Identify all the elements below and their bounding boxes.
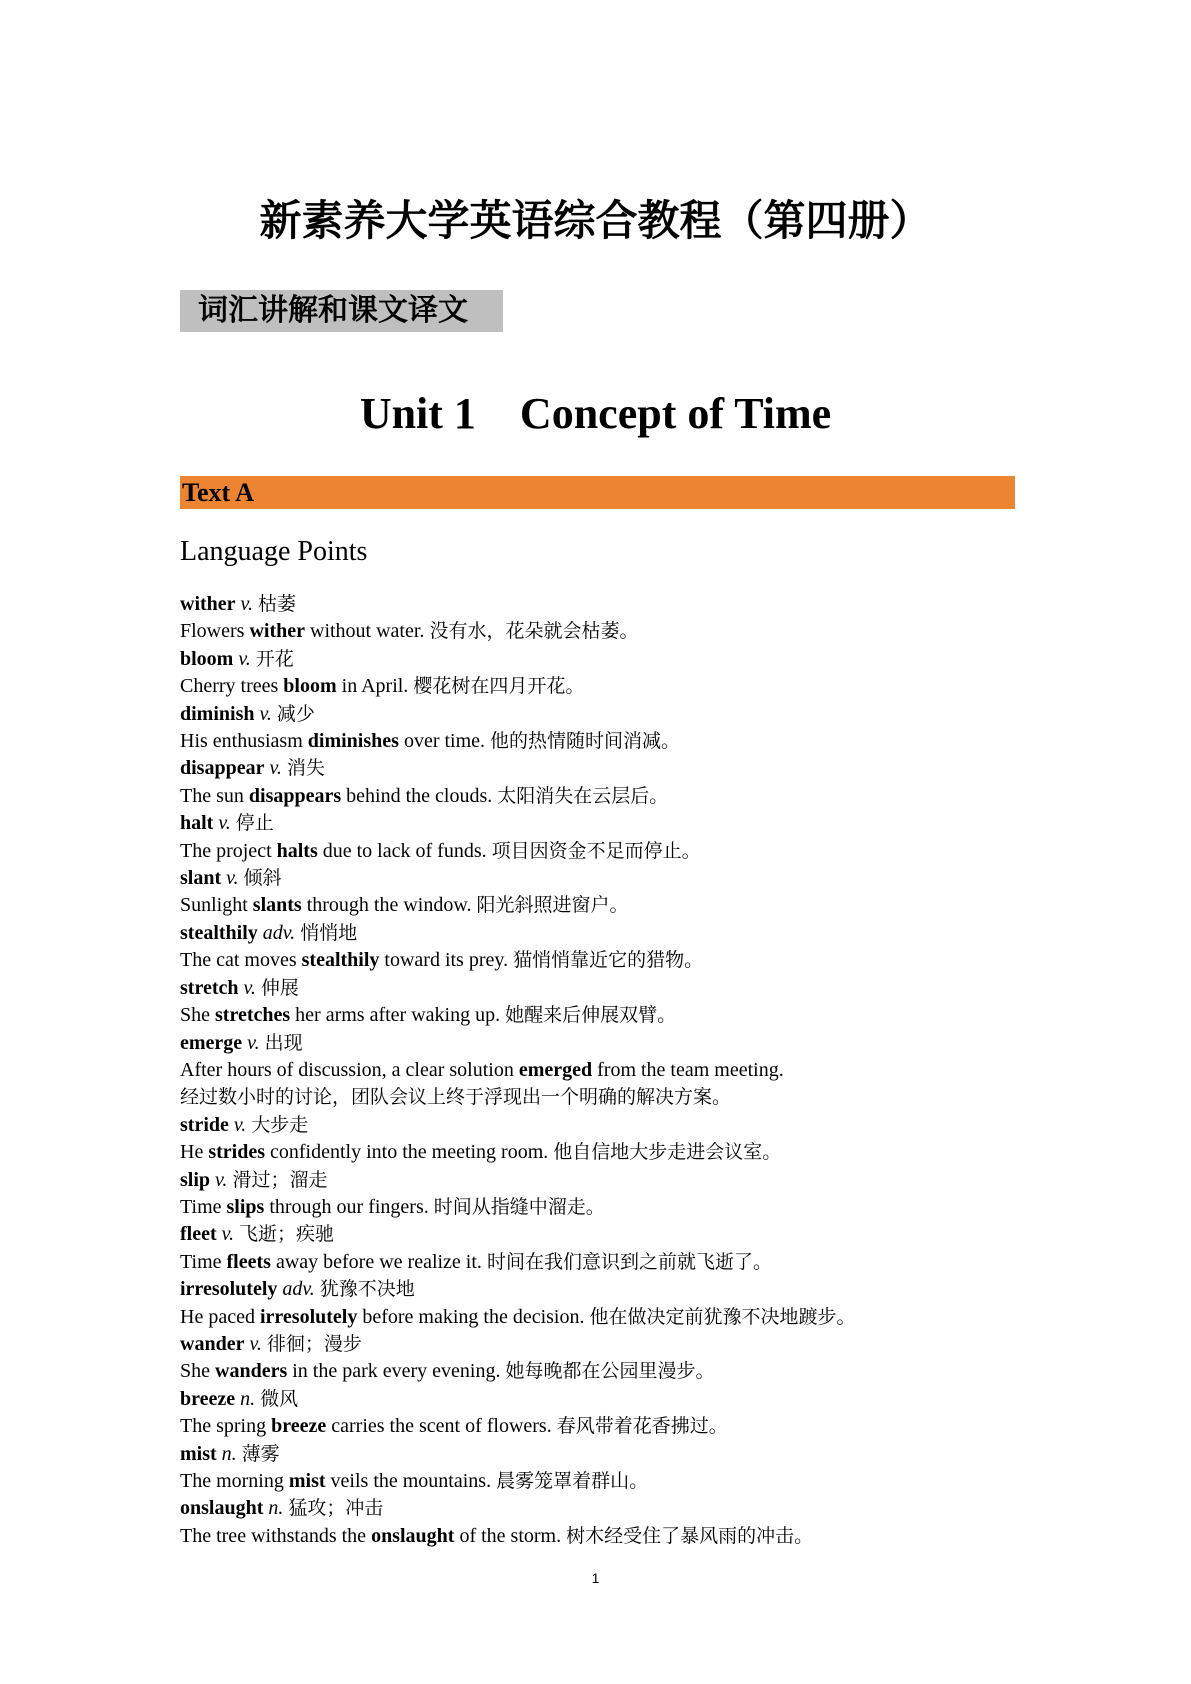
example-translation: 晨雾笼罩着群山。: [496, 1470, 649, 1492]
example-keyword: strides: [208, 1141, 265, 1164]
word-meaning: 徘徊；漫步: [266, 1332, 362, 1355]
example-text: The tree withstands the: [180, 1524, 372, 1547]
part-of-speech: v.: [215, 1168, 228, 1191]
example-sentence: [180, 1413, 1040, 1440]
example-text: her arms after waking up.: [290, 1004, 501, 1027]
example-keyword: wither: [249, 620, 305, 643]
example-sentence: [180, 1358, 1040, 1385]
vocab-word: halt: [180, 812, 214, 835]
section-label: 词汇讲解和课文译文: [180, 290, 503, 332]
word-meaning: 悄悄地: [300, 921, 358, 944]
example-text: The cat moves: [180, 949, 302, 972]
example-sentence: [180, 1523, 1040, 1550]
word-line: [180, 975, 1040, 1002]
word-line: [180, 1331, 1040, 1358]
word-line: [180, 1441, 1040, 1468]
part-of-speech: v.: [249, 1332, 262, 1355]
part-of-speech: adv.: [262, 921, 296, 944]
word-meaning: 枯萎: [257, 593, 296, 615]
example-text: She: [180, 1004, 215, 1027]
vocab-entry: [180, 1167, 1040, 1222]
vocab-word: irresolutely: [180, 1278, 278, 1301]
vocab-word: diminish: [180, 702, 255, 725]
word-meaning: 滑过；溜走: [232, 1168, 328, 1191]
vocab-word: emerge: [180, 1031, 243, 1054]
part-of-speech: n.: [268, 1497, 284, 1520]
example-text: without water.: [305, 620, 425, 643]
vocab-entry: [180, 1221, 1040, 1276]
vocab-entry: [180, 1441, 1040, 1496]
example-translation: 她每晚都在公园里漫步。: [505, 1360, 715, 1383]
example-text: in the park every evening.: [287, 1360, 501, 1383]
part-of-speech: v.: [259, 702, 272, 725]
vocab-word: onslaught: [180, 1497, 264, 1520]
example-text: He paced: [180, 1305, 260, 1328]
example-text: in April.: [336, 675, 409, 698]
example-keyword: irresolutely: [259, 1305, 358, 1328]
word-meaning: 消失: [286, 757, 325, 780]
vocab-entry: [180, 1386, 1040, 1441]
part-of-speech: v.: [269, 757, 282, 780]
example-text: through our fingers.: [264, 1195, 429, 1218]
word-line: [180, 920, 1040, 947]
vocab-word: slip: [180, 1168, 211, 1191]
example-translation: 时间在我们意识到之前就飞逝了。: [486, 1250, 772, 1273]
word-meaning: 开花: [255, 647, 294, 670]
example-keyword: emerged: [518, 1058, 593, 1081]
example-text: He: [180, 1141, 209, 1164]
example-translation: 猫悄悄靠近它的猎物。: [513, 949, 704, 972]
example-sentence: [180, 618, 1040, 645]
example-text: Flowers: [180, 620, 250, 643]
text-a-header: Text A: [180, 476, 1015, 509]
book-title: 新素养大学英语综合教程（第四册）: [259, 196, 932, 245]
example-translation: 阳光斜照进窗户。: [476, 894, 629, 917]
example-keyword: fleets: [226, 1250, 271, 1273]
example-text: from the team meeting.: [592, 1058, 784, 1081]
example-text: She: [180, 1360, 215, 1383]
example-text: toward its prey.: [379, 949, 509, 972]
word-meaning: 出现: [264, 1031, 303, 1054]
example-text: behind the clouds.: [341, 784, 493, 807]
vocab-entry: [180, 920, 1040, 975]
part-of-speech: adv.: [282, 1278, 315, 1301]
word-line: [180, 1386, 1040, 1413]
example-translation: 樱花树在四月开花。: [413, 675, 585, 698]
part-of-speech: v.: [233, 1113, 247, 1136]
word-meaning: 停止: [235, 812, 274, 835]
example-text: The sun: [180, 784, 249, 807]
word-line: [180, 1030, 1040, 1057]
example-keyword: mist: [288, 1470, 326, 1492]
vocab-entry: [180, 1112, 1040, 1167]
example-translation: 没有水，花朵就会枯萎。: [429, 620, 639, 643]
example-text: carries the scent of flowers.: [326, 1415, 552, 1438]
word-meaning: 飞逝；疾驰: [239, 1223, 335, 1246]
language-points-heading: Language Points: [180, 536, 368, 567]
word-line: [180, 1276, 1040, 1303]
vocab-list: [180, 591, 1040, 1550]
example-sentence: [180, 1194, 1040, 1221]
example-sentence: [180, 1057, 1040, 1084]
part-of-speech: v.: [247, 1031, 260, 1054]
vocab-entry: [180, 865, 1040, 920]
word-line: [180, 1167, 1040, 1194]
example-text: The spring: [180, 1415, 272, 1438]
part-of-speech: v.: [221, 1223, 235, 1246]
example-keyword: slants: [252, 894, 302, 917]
vocab-entry: [180, 646, 1040, 701]
vocab-word: fleet: [180, 1223, 217, 1246]
example-translation: 项目因资金不足而停止。: [491, 839, 701, 862]
vocab-word: stretch: [180, 976, 239, 999]
vocab-word: mist: [180, 1442, 217, 1465]
word-line: [180, 1112, 1040, 1139]
vocab-word: stealthily: [180, 921, 258, 944]
example-keyword: diminishes: [307, 730, 399, 753]
example-sentence: [180, 1468, 1040, 1495]
vocab-word: slant: [180, 867, 222, 890]
example-text: Time: [180, 1195, 227, 1218]
vocab-entry: [180, 1495, 1040, 1550]
word-meaning: 薄雾: [241, 1442, 280, 1465]
example-translation: 春风带着花香拂过。: [556, 1415, 728, 1438]
part-of-speech: v.: [226, 867, 239, 890]
vocab-entry: [180, 1331, 1040, 1386]
part-of-speech: v.: [238, 647, 251, 670]
example-text: of the storm.: [454, 1524, 562, 1547]
example-translation: 时间从指缝中溜走。: [433, 1195, 605, 1218]
unit-title: Unit 1 Concept of Time: [359, 389, 832, 438]
example-sentence: [180, 838, 1040, 865]
example-translation: 树木经受住了暴风雨的冲击。: [566, 1524, 814, 1547]
example-translation: 他的热情随时间消减。: [490, 730, 681, 753]
example-text: His enthusiasm: [180, 730, 308, 753]
vocab-entry: [180, 755, 1040, 810]
example-text: away before we realize it.: [270, 1250, 482, 1273]
example-text: veils the mountains.: [325, 1470, 492, 1492]
page-number: 1: [591, 1570, 600, 1586]
example-text: Cherry trees: [180, 675, 284, 698]
vocab-word: stride: [180, 1113, 229, 1136]
example-keyword: slips: [226, 1195, 265, 1218]
word-line: [180, 865, 1040, 892]
word-line: [180, 646, 1040, 673]
word-line: [180, 755, 1040, 782]
vocab-entry: [180, 1030, 1040, 1112]
example-text: The project: [180, 839, 277, 862]
vocab-word: bloom: [180, 647, 234, 670]
vocab-word: breeze: [180, 1387, 236, 1410]
word-meaning: 大步走: [251, 1113, 309, 1136]
vocab-entry: [180, 975, 1040, 1030]
vocab-entry: [180, 810, 1040, 865]
example-sentence: [180, 1304, 1040, 1331]
example-translation: 她醒来后伸展双臂。: [505, 1004, 677, 1027]
word-meaning: 猛攻；冲击: [288, 1497, 384, 1520]
example-keyword: stretches: [215, 1004, 291, 1027]
example-keyword: breeze: [271, 1415, 327, 1438]
part-of-speech: v.: [243, 976, 256, 999]
vocab-word: disappear: [180, 757, 265, 780]
example-sentence: [180, 1002, 1040, 1029]
example-sentence: [180, 1139, 1040, 1166]
example-text: After hours of discussion, a clear solution: [180, 1058, 519, 1081]
example-sentence: [180, 947, 1040, 974]
vocab-word: wither: [180, 593, 236, 615]
part-of-speech: n.: [240, 1387, 256, 1410]
word-line: [180, 591, 1040, 618]
part-of-speech: v.: [218, 812, 231, 835]
example-sentence: [180, 783, 1040, 810]
example-translation: 他在做决定前犹豫不决地踱步。: [589, 1305, 856, 1328]
example-translation: 经过数小时的讨论，团队会议上终于浮现出一个明确的解决方案。: [180, 1086, 732, 1109]
example-keyword: disappears: [248, 784, 342, 807]
part-of-speech: n.: [221, 1442, 237, 1465]
example-text: Time: [180, 1250, 227, 1273]
word-meaning: 减少: [276, 702, 315, 725]
word-line: [180, 701, 1040, 728]
example-sentence: [180, 892, 1040, 919]
word-line: [180, 810, 1040, 837]
example-text: confidently into the meeting room.: [265, 1141, 549, 1164]
example-text: Sunlight: [180, 894, 253, 917]
word-meaning: 微风: [260, 1387, 299, 1410]
vocab-entry: [180, 591, 1040, 646]
example-sentence: [180, 728, 1040, 755]
word-meaning: 倾斜: [243, 867, 282, 890]
vocab-entry: [180, 701, 1040, 756]
word-meaning: 犹豫不决地: [319, 1278, 415, 1301]
example-text: due to lack of funds.: [317, 839, 487, 862]
example-translation: 太阳消失在云层后。: [497, 784, 669, 807]
example-text: over time.: [398, 730, 486, 753]
example-text: through the window.: [301, 894, 472, 917]
vocab-entry: [180, 1276, 1040, 1331]
example-keyword: stealthily: [301, 949, 380, 972]
example-keyword: onslaught: [371, 1524, 455, 1547]
example-text: The morning: [180, 1470, 289, 1492]
example-sentence: [180, 673, 1040, 700]
vocab-word: wander: [180, 1332, 245, 1355]
example-keyword: bloom: [283, 675, 337, 698]
word-line: [180, 1495, 1040, 1522]
example-text: before making the decision.: [357, 1305, 585, 1328]
part-of-speech: v.: [240, 593, 253, 615]
example-sentence: [180, 1249, 1040, 1276]
example-keyword: wanders: [215, 1360, 288, 1383]
word-line: [180, 1221, 1040, 1248]
word-meaning: 伸展: [260, 976, 299, 999]
example-translation: 他自信地大步走进会议室。: [553, 1141, 782, 1164]
example-keyword: halts: [276, 839, 318, 862]
